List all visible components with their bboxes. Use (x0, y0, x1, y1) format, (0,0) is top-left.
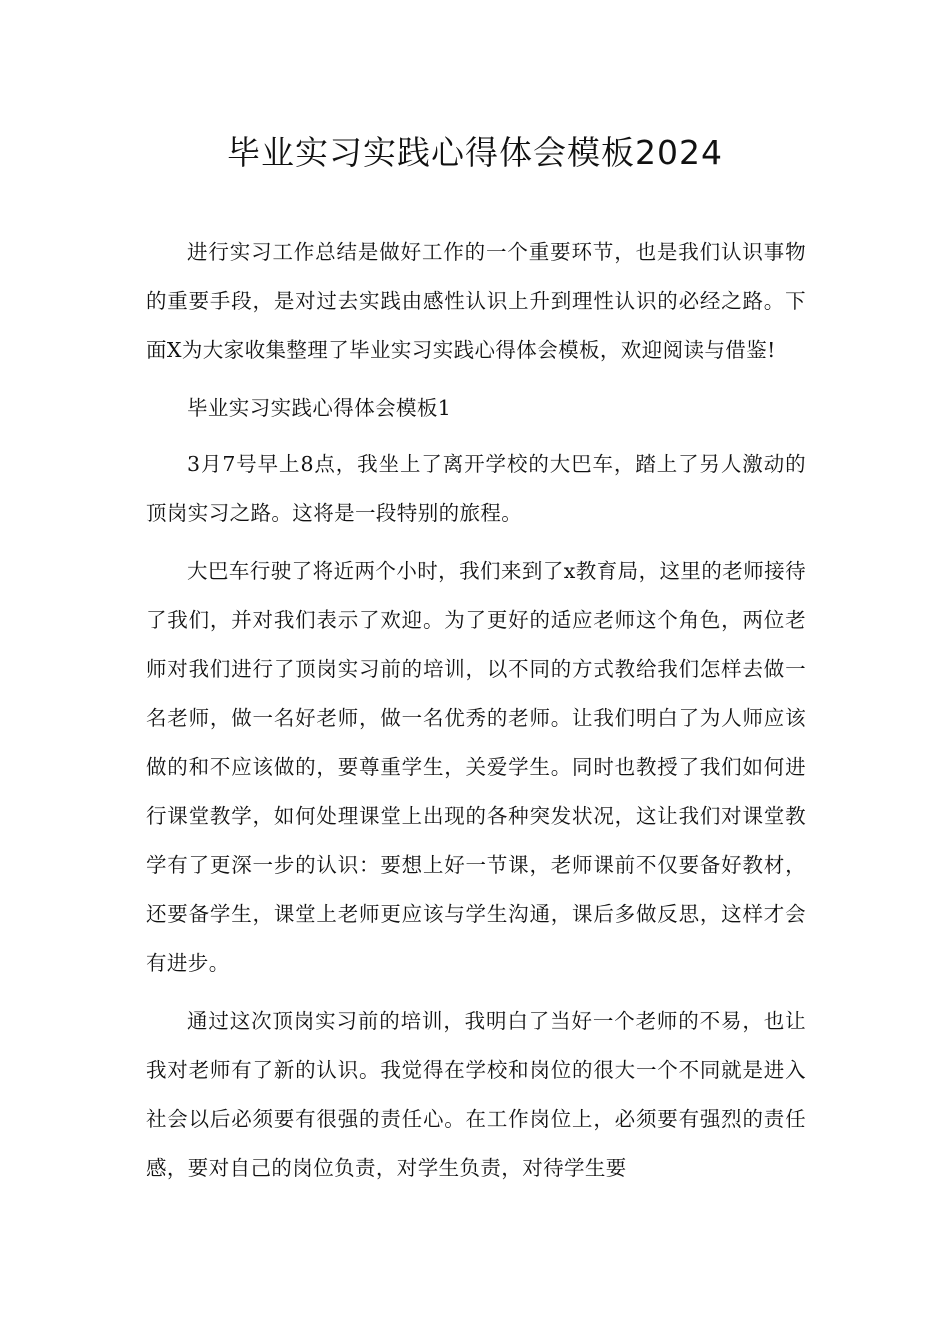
intro-paragraph: 进行实习工作总结是做好工作的一个重要环节，也是我们认识事物的重要手段，是对过去实践由感性认识上升到理性认识的必经之路。下面X为大家收集整理了毕业实习实践心得体会模板，欢迎阅读与借鉴! (146, 240, 806, 362)
body-paragraph: 通过这次顶岗实习前的培训，我明白了当好一个老师的不易，也让我对老师有了新的认识。我觉得在学校和岗位的很大一个不同就是进入社会以后必须要有很强的责任心。在工作岗位上，必须要有强烈的责任感，要对自己的岗位负责，对学生负责，对待学生要 (146, 1009, 806, 1180)
body-paragraph: 3月7号早上8点，我坐上了离开学校的大巴车，踏上了另人激动的顶岗实习之路。这将是一段特别的旅程。 (146, 452, 806, 525)
section-heading: 毕业实习实践心得体会模板1 (187, 396, 452, 420)
document-title: 毕业实习实践心得体会模板2024 (227, 133, 723, 172)
body-paragraph: 大巴车行驶了将近两个小时，我们来到了x教育局，这里的老师接待了我们，并对我们表示了欢迎。为了更好的适应老师这个角色，两位老师对我们进行了顶岗实习前的培训，以不同的方式教给我们怎样去做一名老师，做一名好老师，做一名优秀的老师。让我们明白了为人师应该做的和不应该做的，要尊重学生，关爱学生。同时也教授了我们如何进行课堂教学，如何处理课堂上出现的各种突发状况，这让我们对课堂教学有了更深一步的认识：要想上好一节课，老师课前不仅要备好教材，还要备学生，课堂上老师更应该与学生沟通，课后多做反思，这样才会有进步。 (146, 559, 806, 975)
document-body (146, 228, 806, 1202)
